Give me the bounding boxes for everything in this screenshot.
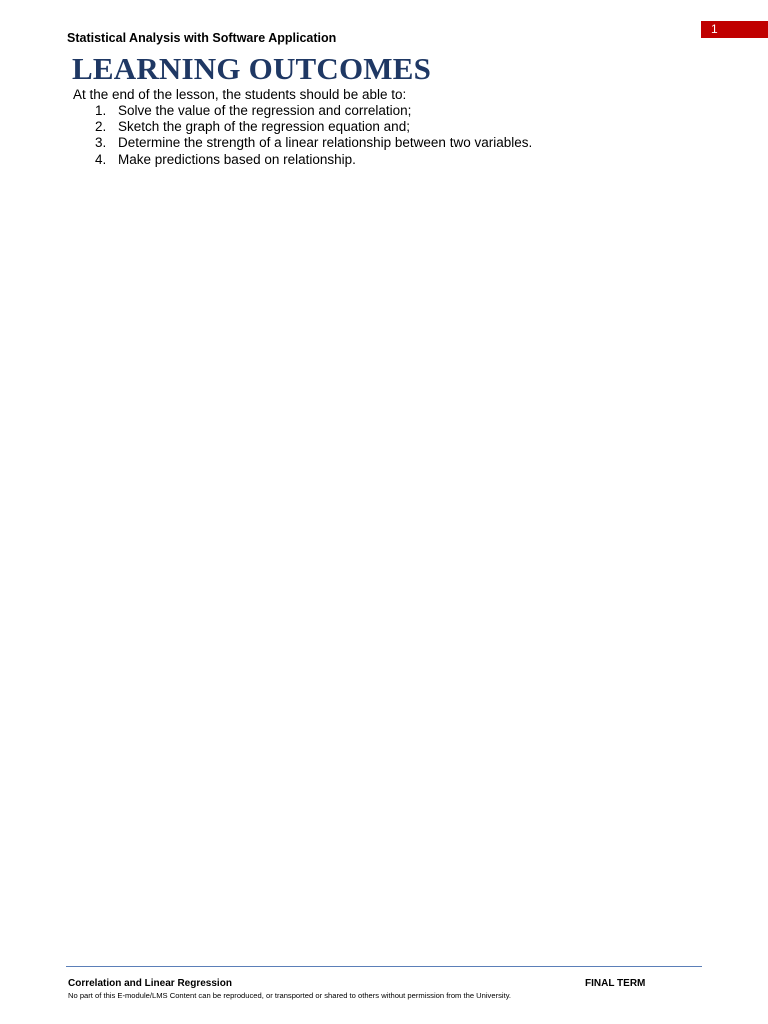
list-item	[95, 152, 532, 168]
list-item-number: 1.	[95, 103, 107, 118]
section-title: LEARNING OUTCOMES	[72, 51, 432, 86]
outcomes-list	[95, 103, 532, 168]
footer-topic: Correlation and Linear Regression	[68, 978, 232, 989]
list-item-number: 4.	[95, 151, 107, 167]
footer-copyright-notice: No part of this E-module/LMS Content can be reproduced, or transported or shared to others without permission from the University.	[68, 991, 512, 1000]
list-item	[95, 135, 532, 151]
list-item	[95, 119, 532, 135]
intro-text: At the end of the lesson, the students should be able to:	[73, 87, 407, 102]
page-number-badge	[701, 21, 768, 38]
list-item-text: Solve the value of the regression and correlation;	[118, 103, 412, 118]
list-item-number: 3.	[95, 135, 107, 151]
footer-term: FINAL TERM	[585, 978, 646, 989]
list-item-text: Make predictions based on relationship.	[118, 151, 356, 167]
list-item-number: 2.	[95, 119, 107, 135]
list-item-text: Determine the strength of a linear relationship between two variables.	[118, 135, 533, 151]
list-item	[95, 103, 532, 119]
page-number: 1	[711, 22, 718, 36]
list-item-text: Sketch the graph of the regression equation and;	[118, 119, 410, 135]
footer-divider	[66, 966, 702, 967]
course-title-header: Statistical Analysis with Software Application	[67, 31, 337, 45]
